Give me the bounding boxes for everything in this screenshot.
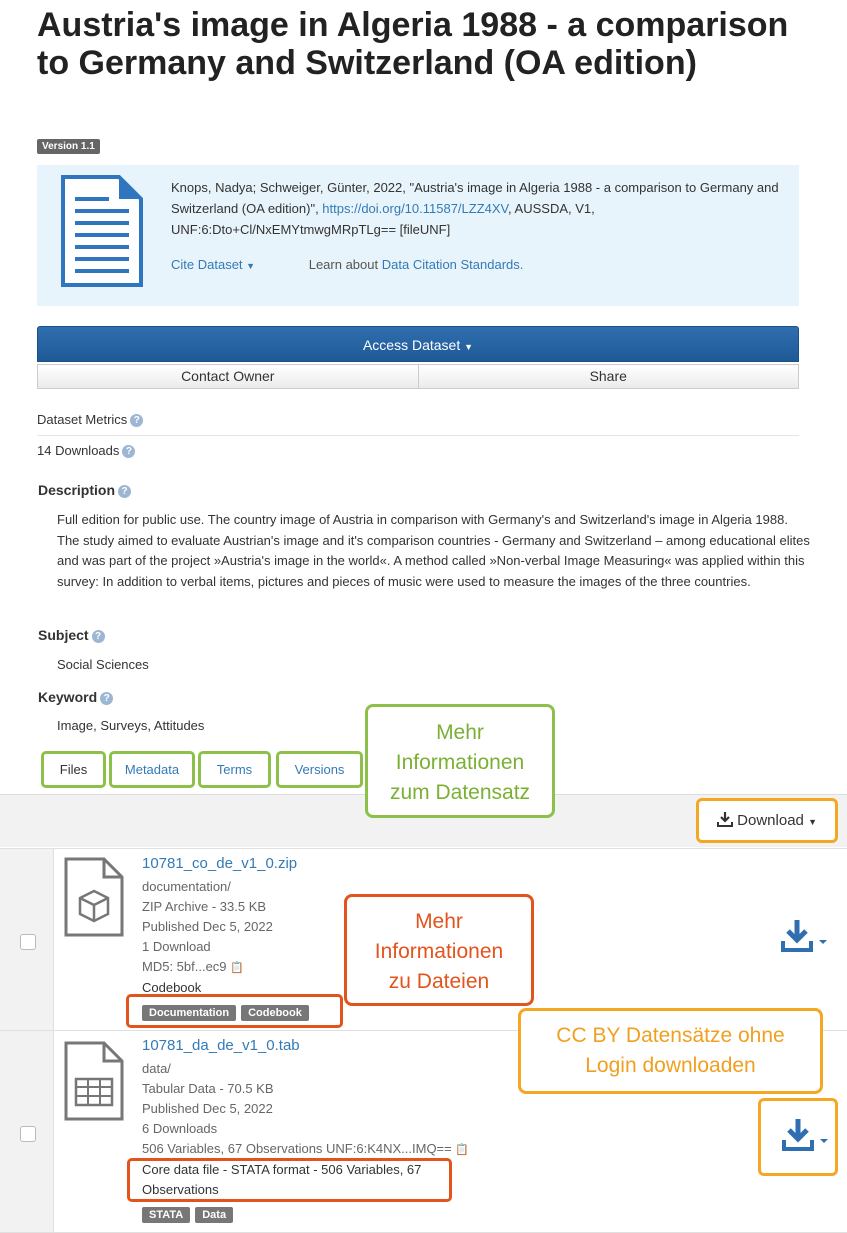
highlight-box <box>127 1158 452 1202</box>
description-text: Full edition for public use. The country image of Austria in comparison with Germany's and Switzerland's image in Algeria 1988. The study aimed to evaluate Austrian's image and it's comparison countries - Germany and Switzerland – among educational elites and was part of the project »Austria's image in the world«. A method called »Non-verbal Image Measuring« was applied within this survey: In addition to verbal items, pictures and pieces of music were used to measure the images of the three countries. <box>57 512 810 589</box>
file-download-icon[interactable] <box>782 1118 832 1152</box>
file-metadata: data/ Tabular Data - 70.5 KB Published Dec 5, 2022 6 Downloads 506 Variables, 67 Observations UNF:6:K4NX...IMQ== 📋 Core data file - STATA format - 506 Variables, 67 Observations <box>142 1061 470 1197</box>
keyword-label: Keyword ? <box>38 689 113 705</box>
highlight-box <box>126 994 343 1028</box>
file-name-link[interactable]: 10781_da_de_v1_0.tab <box>142 1037 300 1054</box>
subject-value: Social Sciences <box>57 657 149 672</box>
download-count: 14 Downloads ? <box>37 443 135 458</box>
tag: Data <box>195 1207 233 1223</box>
tab-terms[interactable]: Terms <box>198 751 271 788</box>
caret-down-icon: ▼ <box>246 261 256 271</box>
contact-owner-button[interactable]: Contact Owner <box>37 364 419 389</box>
file-checkbox[interactable] <box>20 1126 36 1142</box>
share-button[interactable]: Share <box>419 364 800 389</box>
citation-box <box>37 165 799 306</box>
callout-file-info: Mehr Informationen zu Dateien <box>344 894 534 1006</box>
caret-down-icon: ▼ <box>464 342 474 352</box>
description-label: Description ? <box>38 482 131 498</box>
cite-dataset-dropdown[interactable]: Cite Dataset ▼ <box>171 257 256 272</box>
data-citation-standards-link[interactable]: Data Citation Standards. <box>381 257 524 272</box>
tab-metadata[interactable]: Metadata <box>109 751 195 788</box>
caret-down-icon: ▼ <box>808 817 817 827</box>
callout-dataset-info: Mehr Informationen zum Datensatz <box>365 704 555 818</box>
zip-file-icon <box>64 857 124 937</box>
file-metadata: documentation/ ZIP Archive - 33.5 KB Published Dec 5, 2022 1 Download MD5: 5bf...ec9 📋 Codebook <box>142 879 273 995</box>
help-icon[interactable]: ? <box>118 485 131 498</box>
tab-files[interactable]: Files <box>41 751 106 788</box>
callout-cc-by: CC BY Datensätze ohne Login downloaden <box>518 1008 823 1094</box>
download-icon <box>717 812 737 829</box>
file-tags <box>142 1207 233 1223</box>
tag: Codebook <box>241 1005 309 1021</box>
version-badge: Version 1.1 <box>37 139 100 154</box>
download-dropdown-button[interactable]: Download ▼ <box>696 798 838 843</box>
help-icon[interactable]: ? <box>122 445 135 458</box>
file-download-icon[interactable] <box>781 919 831 953</box>
subject-label: Subject ? <box>38 627 105 643</box>
help-icon[interactable]: ? <box>92 630 105 643</box>
file-checkbox[interactable] <box>20 934 36 950</box>
clipboard-icon[interactable]: 📋 <box>230 962 244 974</box>
document-icon <box>61 175 143 287</box>
tag: STATA <box>142 1207 190 1223</box>
tag: Documentation <box>142 1005 236 1021</box>
page-title: Austria's image in Algeria 1988 - a comparison to Germany and Switzerland (OA edition) <box>37 6 789 82</box>
citation-text: Knops, Nadya; Schweiger, Günter, 2022, "Austria's image in Algeria 1988 - a comparison to Germany and Switzerland (OA edition)", https://doi.org/10.11587/LZZ4XV, AUSSDA, V1, UNF:6:Dto+Cl/NxEMYtmwgMRpTLg== [fileUNF] <box>171 180 779 237</box>
file-download-button[interactable] <box>758 1098 838 1176</box>
tabular-file-icon <box>64 1041 124 1121</box>
clipboard-icon[interactable]: 📋 <box>455 1144 470 1156</box>
access-dataset-button[interactable]: Access Dataset ▼ <box>37 326 799 362</box>
help-icon[interactable]: ? <box>130 414 143 427</box>
keyword-value: Image, Surveys, Attitudes <box>57 718 205 733</box>
doi-link[interactable]: https://doi.org/10.11587/LZZ4XV <box>322 201 509 216</box>
file-name-link[interactable]: 10781_co_de_v1_0.zip <box>142 855 298 872</box>
tab-versions[interactable]: Versions <box>276 751 363 788</box>
help-icon[interactable]: ? <box>100 692 113 705</box>
learn-about-text: Learn about Data Citation Standards. <box>308 257 524 272</box>
dataset-metrics: Dataset Metrics ? <box>37 412 799 436</box>
